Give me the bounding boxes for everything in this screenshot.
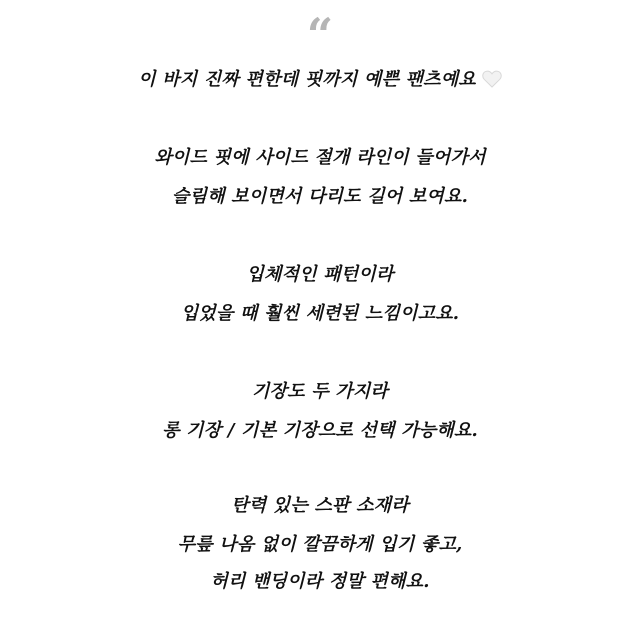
text-line-9: 무릎 나옴 없이 깔끔하게 입기 좋고, (177, 534, 463, 555)
white-heart-icon (482, 70, 502, 88)
text-line-8: 탄력 있는 스판 소재라 (231, 495, 409, 516)
text-line-4: 입체적인 패턴이라 (246, 264, 394, 285)
text-line-10: 허리 밴딩이라 정말 편해요. (210, 571, 430, 592)
line-1-text: 이 바지 진짜 편한데 핏까지 예쁜 팬츠예요 (138, 69, 476, 90)
text-line-3: 슬림해 보이면서 다리도 길어 보여요. (171, 186, 469, 207)
text-line-5: 입었을 때 훨씬 세련된 느낌이고요. (180, 303, 460, 324)
text-line-1 (0, 68, 640, 92)
text-line-2: 와이드 핏에 사이드 절개 라인이 들어가서 (154, 147, 486, 168)
text-line-7: 롱 기장 / 기본 기장으로 선택 가능해요. (162, 420, 478, 441)
quote-mark: “ (306, 8, 334, 62)
text-line-6: 기장도 두 가지라 (251, 381, 389, 402)
